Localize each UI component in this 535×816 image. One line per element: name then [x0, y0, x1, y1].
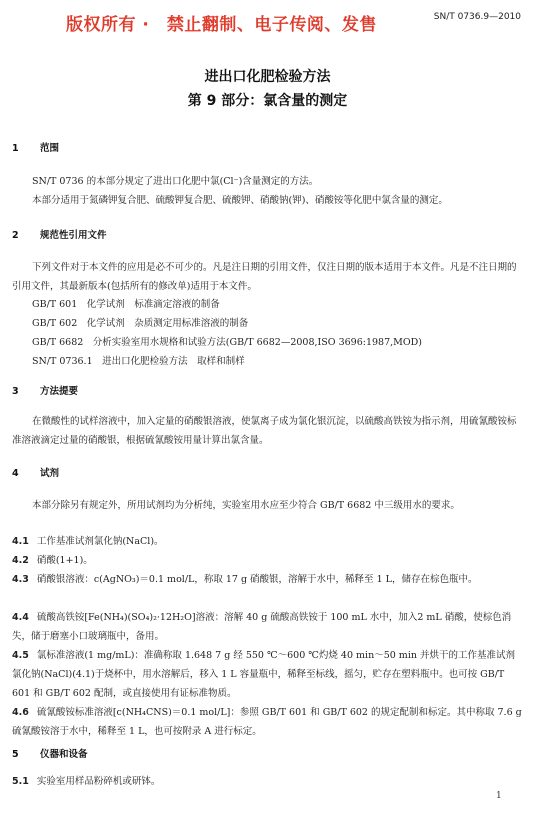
section-heading-reagents	[12, 465, 59, 479]
reagent-item	[12, 703, 522, 741]
references-intro-paragraph: 下列文件对于本文件的应用是必不可少的。凡是注日期的引用文件，仅注日期的版本适用于本文件。凡是不注日期的引用文件，其最新版本(包括所有的修改单)适用于本文件。	[12, 262, 517, 292]
section-title: 试剂	[40, 468, 60, 479]
section-heading-scope	[12, 140, 59, 154]
page-number: 1	[496, 791, 502, 801]
reference-item: GB/T 601 化学试剂 标准滴定溶液的制备	[32, 299, 220, 310]
scope-paragraph-1: SN/T 0736 的本部分规定了进出口化肥中氯(Cl⁻)含量测定的方法。	[32, 176, 319, 187]
document-title: 进出口化肥检验方法	[204, 69, 331, 85]
item-text: 实验室用样品粉碎机或研钵。	[36, 776, 161, 787]
item-text: 硝酸银溶液：c(AgNO₃)＝0.1 mol/L，称取 17 g 硝酸银，溶解于水中，稀释至 1 L，储存在棕色瓶中。	[36, 574, 478, 585]
scope-paragraph-2: 本部分适用于氮磷钾复合肥、硫酸钾复合肥、硫酸钾、硝酸钠(钾)、硝酸铵等化肥中氯含量的测定。	[32, 195, 448, 206]
apparatus-item	[12, 772, 522, 791]
copyright-watermark: 版权所有 · 禁止翻制、电子传阅、发售	[66, 15, 377, 35]
reagent-item	[12, 570, 522, 589]
section-number: 1	[12, 143, 19, 154]
item-number: 5.1	[12, 776, 29, 787]
section-title: 方法提要	[40, 386, 79, 397]
item-number: 4.2	[12, 555, 29, 566]
reagent-item	[12, 551, 522, 570]
reagent-item	[12, 532, 522, 551]
reagents-intro-paragraph: 本部分除另有规定外，所用试剂均为分析纯，实验室用水应至少符合 GB/T 6682 中三级用水的要求。	[32, 500, 460, 511]
reference-item: GB/T 6682 分析实验室用水规格和试验方法(GB/T 6682—2008,ISO 3696:1987,MOD)	[32, 337, 422, 348]
item-text: 硫酸高铁铵[Fe(NH₄)(SO₄)₂·12H₂O]溶液：溶解 40 g 硫酸高铁铵于 100 mL 水中，加入2 mL 硝酸，使棕色消失，储于磨塞小口玻璃瓶中，备用。	[12, 612, 512, 642]
section-heading-apparatus	[12, 746, 88, 760]
section-title: 范围	[40, 143, 60, 154]
document-subtitle: 第 9 部分：氯含量的测定	[187, 93, 348, 109]
section-number: 5	[12, 749, 19, 760]
principle-paragraph: 在微酸性的试样溶液中，加入定量的硝酸银溶液，使氯离子成为氯化银沉淀，以硫酸高铁铵为指示剂，用硫氰酸铵标准溶液滴定过量的硝酸银，根据硫氰酸铵用量计算出氯含量。	[12, 416, 517, 446]
reagent-item	[12, 608, 522, 646]
item-number: 4.4	[12, 612, 29, 623]
section-number: 4	[12, 468, 19, 479]
item-text: 氯标准溶液(1 mg/mL)：准确称取 1.648 7 g 经 550 ℃～600 ℃灼烧 40 min～50 min 并烘干的工作基准试剂氯化钠(NaCl)(4.1)于烧杯中，用水溶解后，移入 1 L 容量瓶中，稀释至标线，摇匀，贮存在塑料瓶中。也可按 GB/T 601 和 GB/T 602 配制，或直接使用有证标准物质。	[12, 650, 515, 699]
section-heading-principle	[12, 383, 78, 397]
item-text: 硝酸(1+1)。	[36, 555, 93, 566]
item-number: 4.5	[12, 650, 29, 661]
item-text: 硫氰酸铵标准溶液[c(NH₄CNS)＝0.1 mol/L]：参照 GB/T 601 和 GB/T 602 的规定配制和标定。其中称取 7.6 g 硫氰酸铵溶于水中，稀释至 1 L，也可按附录 A 进行标定。	[12, 707, 522, 737]
item-text: 工作基准试剂氯化钠(NaCl)。	[36, 536, 164, 547]
reagent-item	[12, 646, 522, 703]
section-title: 规范性引用文件	[40, 230, 107, 241]
reference-item: SN/T 0736.1 进出口化肥检验方法 取样和制样	[32, 356, 245, 367]
item-number: 4.6	[12, 707, 29, 718]
section-number: 3	[12, 386, 19, 397]
section-title: 仪器和设备	[40, 749, 88, 760]
reference-item: GB/T 602 化学试剂 杂质测定用标准溶液的制备	[32, 318, 249, 329]
standard-code: SN/T 0736.9—2010	[433, 12, 521, 22]
section-number: 2	[12, 230, 19, 241]
item-number: 4.1	[12, 536, 29, 547]
section-heading-references	[12, 227, 107, 241]
item-number: 4.3	[12, 574, 29, 585]
